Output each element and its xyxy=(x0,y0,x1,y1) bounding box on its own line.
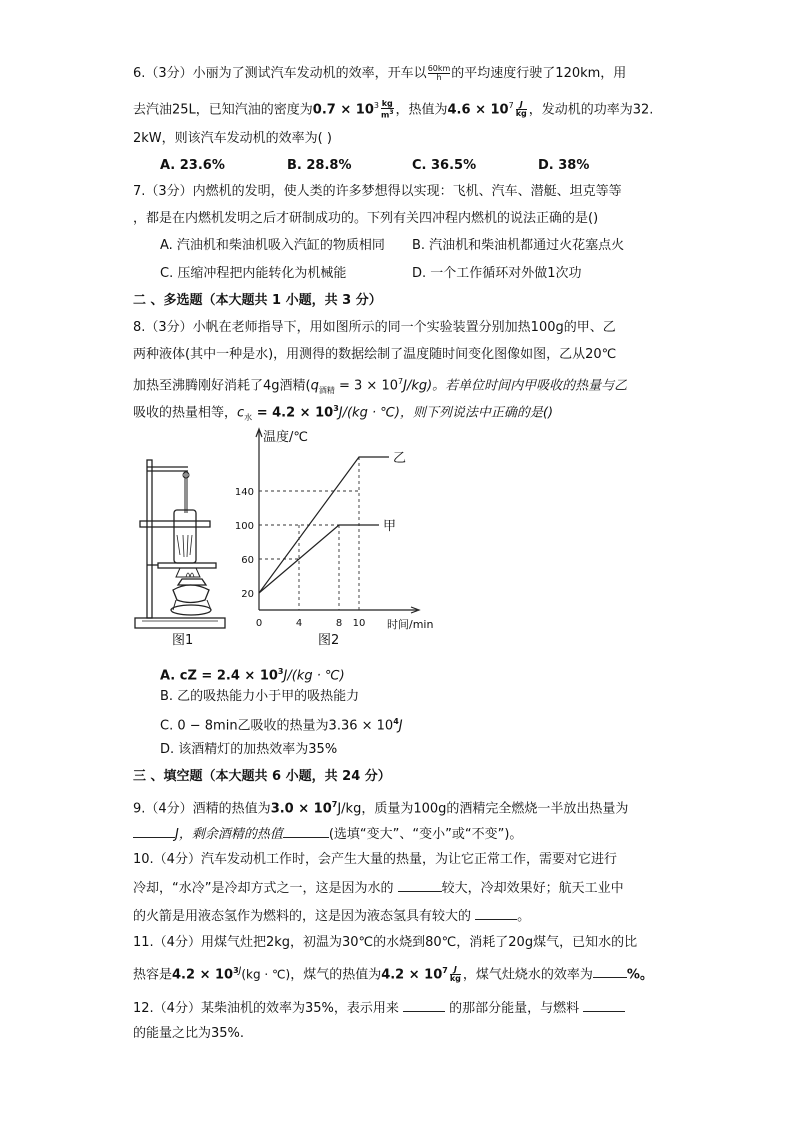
q12-blank-1[interactable] xyxy=(403,998,445,1012)
q7-line1: 7.（3分）内燃机的发明，使人类的许多梦想得以实现：飞机、汽车、潜艇、坦克等等 xyxy=(133,184,622,199)
q8-option-b[interactable]: B. 乙的吸热能力小于甲的吸热能力 xyxy=(160,689,360,704)
apparatus-ring-support xyxy=(158,563,216,568)
q9-line2: J，剩余酒精的热值 (选填“变大”、“变小”或“不变”)。 xyxy=(133,824,522,844)
q8-line2: 两种液体(其中一种是水)，用测得的数据绘制了温度随时间变化图像如图，乙从20℃ xyxy=(133,347,617,362)
alcohol-lamp-body xyxy=(173,585,209,603)
q12-blank-2[interactable] xyxy=(583,998,625,1012)
q8-line1: 8.（3分）小帆在老师指导下，用如图所示的同一个实验装置分别加热100g的甲、乙 xyxy=(133,320,616,335)
q6-line1: 6.（3分）小丽为了测试汽车发动机的效率，开车以 $\frac{60km}{h}$ 的平均速度行驶了120km，用 xyxy=(133,64,627,82)
q9-blank-1[interactable] xyxy=(133,824,175,838)
q11-blank-1[interactable] xyxy=(593,964,627,978)
apparatus-clamp-arm xyxy=(140,521,210,527)
series-label-1: 甲 xyxy=(383,519,397,534)
alcohol-lamp-bottom xyxy=(171,605,211,615)
y-axis-label: 温度/℃ xyxy=(263,430,308,445)
apparatus-stand-rod xyxy=(147,460,152,618)
y-tick-label-1: 60 xyxy=(241,555,254,566)
q11-line1: 11.（4分）用煤气灶把2kg，初温为30℃的水烧到80℃，消耗了20g煤气，已知水的比 xyxy=(133,935,638,950)
q7-line2: ，都是在内燃机发明之后才研制成功的。下列有关四冲程内燃机的说法正确的是() xyxy=(133,211,599,226)
q12-line2: 的能量之比为35%. xyxy=(133,1026,245,1041)
q7-option-a[interactable]: A. 汽油机和柴油机吸入汽缸的物质相同 xyxy=(160,238,385,253)
x-axis-label: 时间/min xyxy=(387,618,434,631)
q7-option-c[interactable]: C. 压缩冲程把内能转化为机械能 xyxy=(160,266,347,281)
figure1-heating-apparatus xyxy=(130,455,230,635)
q8-option-a[interactable]: A. cZ = $2.4 \times 10^3J/(kg$ · ℃) xyxy=(160,667,345,684)
figure2-temperature-time-chart xyxy=(234,425,434,631)
q12-line1: 12.（4分）某柴油机的效率为35%，表示用来 的那部分能量，与燃料 xyxy=(133,998,625,1018)
q6-line2: 去汽油25L，已知汽油的密度为$0.7 \times 10^3$ $\frac{kg}{m^3}$ ，热值为$4.6 \times 10^7$ $\frac{J}{kg}$ ，发动机的功率为32. xyxy=(133,99,654,120)
q10-blank-1[interactable] xyxy=(398,878,442,892)
q11-line2: 热容是$4.2 \times 10^{3J}(kg$ · ℃)，煤气的热值为$4.2 \times 10^7$ $\frac{J}{kg}$ ，煤气灶烧水的效率为 %。 xyxy=(133,965,653,984)
y-tick-label-2: 100 xyxy=(234,521,254,532)
q10-line1: 10.（4分）汽车发动机工作时，会产生大量的热量，为让它正常工作，需要对它进行 xyxy=(133,852,617,867)
q10-line2: 冷却，“水冷”是冷却方式之一，这是因为水的 较大，冷却效果好；航天工业中 xyxy=(133,878,624,898)
y-tick-label-0: 20 xyxy=(241,589,254,600)
q7-option-b[interactable]: B. 汽油机和柴油机都通过火花塞点火 xyxy=(412,238,625,253)
q6-option-d[interactable]: D. 38% xyxy=(538,158,590,173)
q6-option-a[interactable]: A. 23.6% xyxy=(160,158,225,173)
q8-line4: 吸收的热量相等，$c_水 = 4.2 \times 10^3J/(kg$ · ℃)，则下列说法中正确的是() xyxy=(133,404,554,422)
alcohol-lamp-top xyxy=(178,579,206,585)
q8-line3: 加热至沸腾刚好消耗了4g酒精$(q_{酒精} = 3 \times 10^7J/kg)$。若单位时间内甲吸收的热量与乙 xyxy=(133,377,628,395)
series-label-0: 乙 xyxy=(393,451,407,466)
x-tick-label-2: 8 xyxy=(335,618,343,629)
section-fill-blank-heading: 三 、填空题（本大题共 6 小题，共 24 分） xyxy=(133,769,391,784)
q6-option-c[interactable]: C. 36.5% xyxy=(412,158,477,173)
q10-blank-2[interactable] xyxy=(475,906,517,920)
y-tick-label-3: 140 xyxy=(234,487,254,498)
q7-option-d[interactable]: D. 一个工作循环对外做1次功 xyxy=(412,266,582,281)
x-tick-label-1: 4 xyxy=(295,618,303,629)
q10-line3: 的火箭是用液态氢作为燃料的，这是因为液态氢具有较大的 。 xyxy=(133,906,530,926)
q9-line1: 9.（4分）酒精的热值为$3.0 \times 10^7J/kg$，质量为100g的酒精完全燃烧一半放出热量为 xyxy=(133,800,629,817)
figure2-caption: 图2 xyxy=(318,633,340,648)
q6-line3: 2kW，则该汽车发动机的效率为( ) xyxy=(133,131,332,146)
q9-blank-2[interactable] xyxy=(283,824,329,838)
q8-option-c[interactable]: C. 0 − 8min乙吸收的热量为$3.36 \times 10^4J$ xyxy=(160,717,403,734)
q6-option-b[interactable]: B. 28.8% xyxy=(287,158,352,173)
flame xyxy=(186,573,194,577)
x-tick-label-3: 10 xyxy=(352,618,366,629)
section-multiple-choice-heading: 二 、多选题（本大题共 1 小题，共 3 分） xyxy=(133,293,382,308)
figure1-caption: 图1 xyxy=(172,633,194,648)
x-tick-label-0: 0 xyxy=(255,618,263,629)
apparatus-base xyxy=(135,618,225,628)
q8-option-d[interactable]: D. 该酒精灯的加热效率为35% xyxy=(160,742,338,757)
